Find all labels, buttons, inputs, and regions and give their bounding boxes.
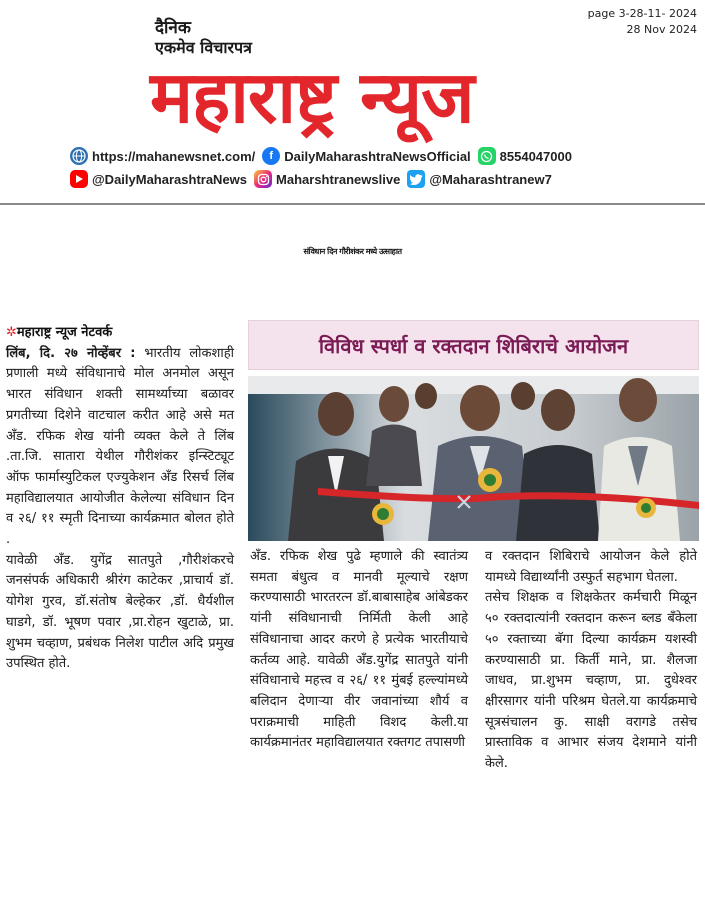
paragraph: व रक्तदान शिबिराचे आयोजन केले होते यामध्ये विद्यार्थ्यांनी उस्फुर्त सहभाग घेतला. bbox=[485, 549, 697, 585]
facebook-icon: f bbox=[262, 147, 280, 165]
twitter-icon bbox=[407, 170, 425, 188]
issue-date: 28 Nov 2024 bbox=[626, 23, 697, 36]
byline bbox=[6, 323, 234, 344]
whatsapp-number: 8554047000 bbox=[499, 148, 572, 164]
social-links-row-2 bbox=[70, 170, 559, 188]
twitter-link[interactable] bbox=[407, 170, 552, 188]
ribbon-cutting-photo bbox=[248, 376, 699, 541]
instagram-icon bbox=[254, 170, 272, 188]
subheadline-box bbox=[248, 320, 699, 370]
social-links-row-1 bbox=[70, 147, 579, 165]
website-link[interactable] bbox=[70, 147, 255, 165]
facebook-link[interactable] bbox=[262, 147, 470, 165]
byline-text: महाराष्ट्र न्यूज नेटवर्क bbox=[16, 325, 113, 340]
article-column-3 bbox=[485, 547, 697, 775]
facebook-handle: DailyMaharashtraNewsOfficial bbox=[284, 148, 471, 164]
twitter-handle: @Maharashtranew7 bbox=[429, 171, 552, 187]
tagline-daily: दैनिक bbox=[155, 18, 191, 38]
instagram-link[interactable] bbox=[254, 170, 400, 188]
byline-star-icon: ✲ bbox=[6, 325, 17, 340]
event-photo bbox=[248, 376, 699, 541]
paragraph: तसेच शिक्षक व शिक्षकेतर कर्मचारी मिळून ५० रक्तदात्यांनी रक्तदान करून ब्लड बँकेला ५० रक्ताच्या बॅगा दिल्या कार्यक्रम यशस्वी करण्यासाठी प्रा. किर्ती माने, प्रा. शैलजा जाधव, प्रा.शुभम चव्हाण, प्रा. दुधेश्वर क्षीरसागर यांनी परिश्रम घेतले.या कार्यक्रमाचे सूत्रसंचालन कु. साक्षी वरागडे तसेच प्रास्ताविक व आभार संजय देशमाने यांनी केले. bbox=[485, 590, 697, 772]
masthead-divider bbox=[0, 203, 705, 205]
whatsapp-link[interactable] bbox=[478, 147, 572, 165]
paragraph: अँड. रफिक शेख पुढे म्हणाले की स्वातंत्र्य समता बंधुत्व व मानवी मूल्याचे रक्षण करण्यासाठी भारतरत्न डॉ.बाबासाहेब आंबेडकर यांनी संविधानाची निर्मिती केली आहे संविधानाचा आदर करणे हे प्रत्येक भारतीयाचे कर्तव्य आहे. यावेळी अँड.युगेंद्र सातपुते यांनी संविधानाचे महत्त्व व २६/ ११ मुंबई हल्ल्यांमध्ये बलिदान देणाऱ्या वीर जवानांच्या शौर्य व पराक्रमाची माहिती विशद केली.या कार्यक्रमानंतर महाविद्यालयात रक्तगट तपासणी bbox=[250, 549, 468, 751]
page-meta bbox=[588, 6, 697, 38]
instagram-handle: Maharshtranewslive bbox=[276, 171, 401, 187]
paragraph: यावेळी अँड. युगेंद्र सातपुते ,गौरीशंकरचे जनसंपर्क अधिकारी श्रीरंग काटेकर ,प्राचार्य डॉ. योगेश गुरव, डॉ.संतोष बेल्हेकर ,डॉ. धैर्यशील घाडगे, डॉ. भूषण पवार ,प्रा.रोहन खुटाळे, प्रा. शुभम चव्हाण, प्रबंधक निलेश पाटील अदि प्रमुख उपस्थित होते. bbox=[6, 552, 234, 672]
youtube-handle: @DailyMaharashtraNews bbox=[92, 171, 248, 187]
youtube-link[interactable] bbox=[70, 170, 247, 188]
website-url: https://mahanewsnet.com/ bbox=[92, 148, 256, 164]
newspaper-title: महाराष्ट्र न्यूज bbox=[150, 55, 474, 139]
globe-icon bbox=[70, 147, 88, 165]
article-headline: संविधान दिन गौरीशंकर मध्ये उत्साहात bbox=[303, 247, 402, 256]
whatsapp-icon bbox=[478, 147, 496, 165]
article-column-1 bbox=[6, 323, 234, 675]
paragraph bbox=[6, 344, 234, 551]
article-subheadline: विविध स्पर्धा व रक्तदान शिबिराचे आयोजन bbox=[318, 333, 629, 358]
youtube-icon bbox=[70, 170, 88, 188]
paragraph-text: भारतीय लोकशाही प्रणाली मध्ये संविधानाचे मोल अनमोल असून भारत संविधान शक्ती सामर्थ्याच्या बळावर प्रगतीच्या दिशेने वाटचाल करीत आहे असे मत अँड. रफिक शेख यांनी व्यक्त केले ते लिंब .ता.जि. सातारा येथील गौरीशंकर इन्स्टिट्यूट ऑफ फार्मास्युटिकल एज्युकेशन अँड रिसर्च लिंब महाविद्यालयात आयोजीत केलेल्या संविधान दिन व २६/ ११ स्मृती दिनाच्या कार्यक्रमात बोलत होते . bbox=[6, 345, 235, 548]
article-column-2 bbox=[250, 547, 468, 754]
dateline: लिंब, दि. २७ नोव्हेंबर : bbox=[6, 345, 136, 361]
page-ref: page 3-28-11- 2024 bbox=[587, 7, 697, 20]
tagline-sub: एकमेव विचारपत्र bbox=[155, 38, 252, 57]
